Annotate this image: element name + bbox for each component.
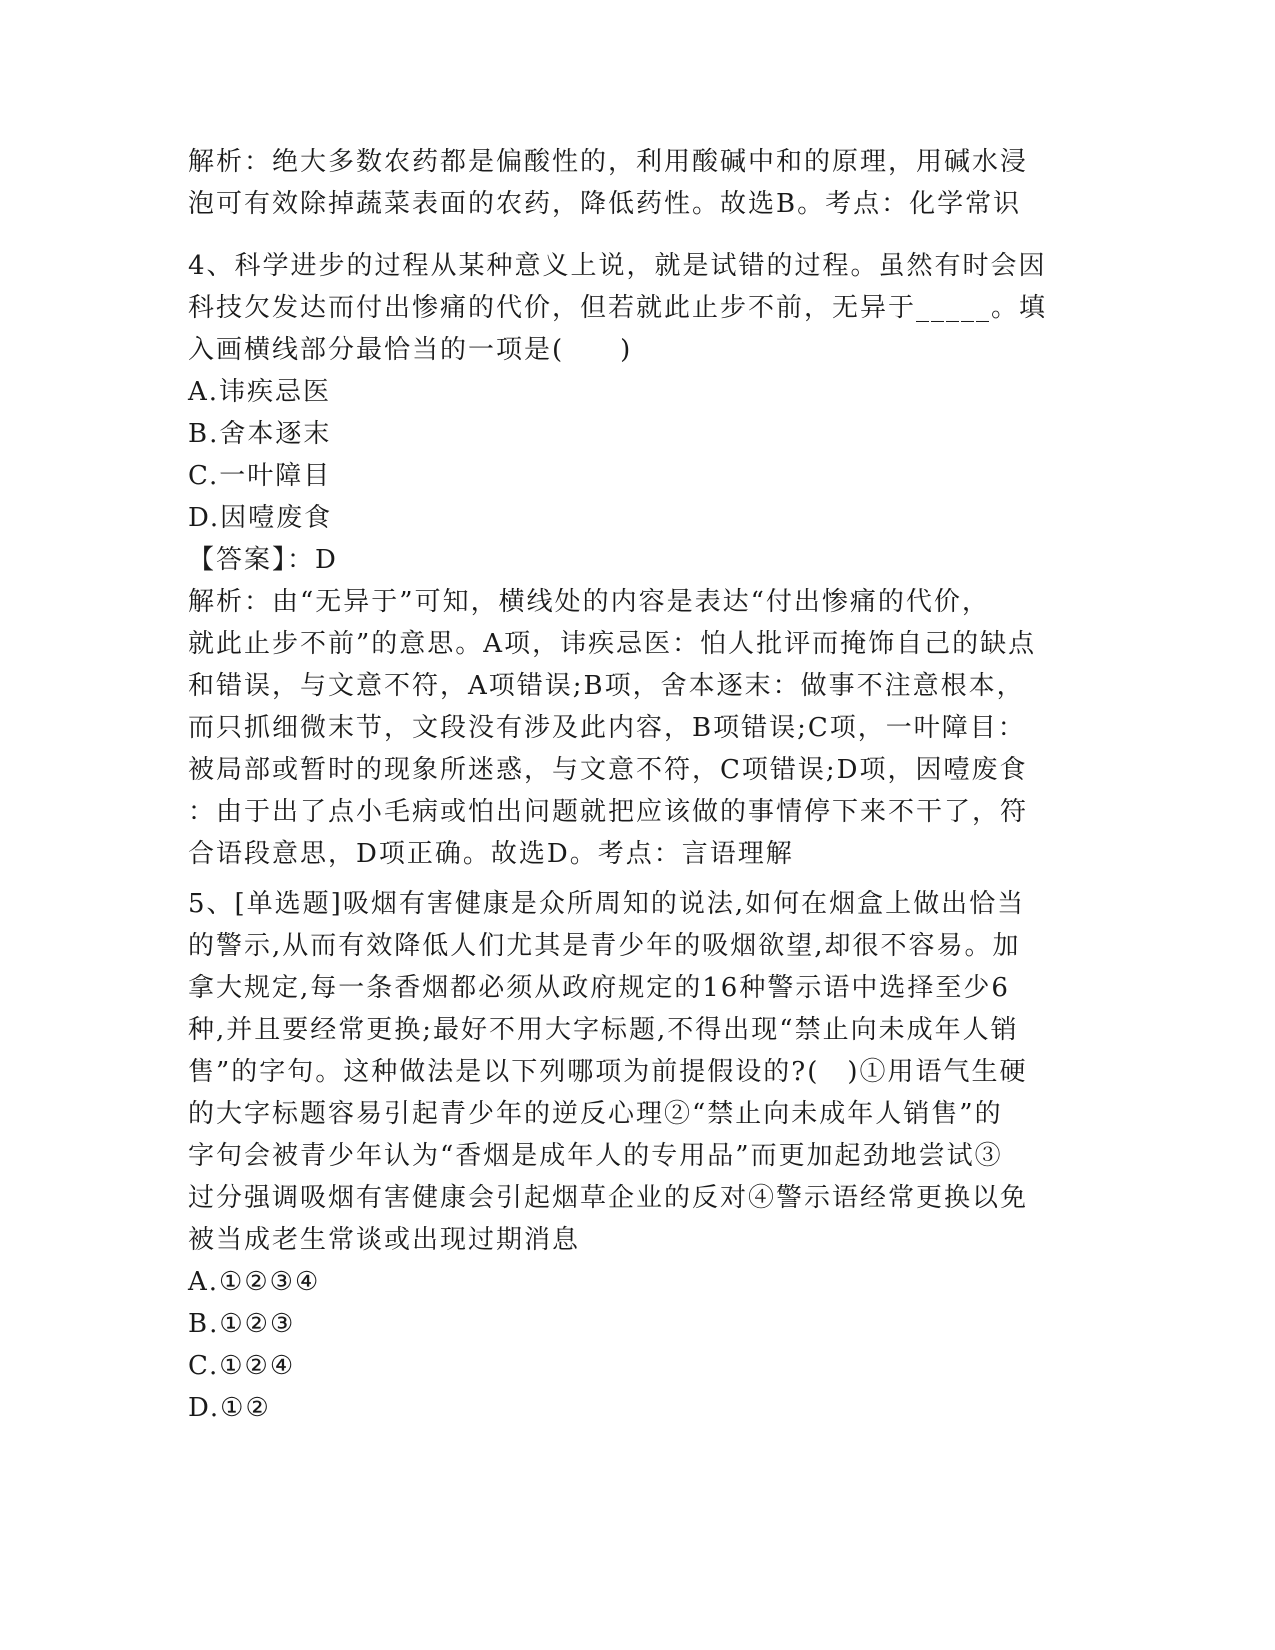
q5-stem-line: 售”的字句。这种做法是以下列哪项为前提假设的?( )①用语气生硬 bbox=[188, 1057, 1028, 1087]
q5-stem bbox=[188, 883, 1088, 1429]
q4-analysis-line: 而只抓细微末节，文段没有涉及此内容，B项错误;C项，一叶障目： bbox=[188, 713, 1026, 743]
q5-stem-line: 的警示,从而有效降低人们尤其是青少年的吸烟欲望,却很不容易。加 bbox=[188, 931, 1021, 961]
q4-analysis-line: ：由于出了点小毛病或怕出问题就把应该做的事情停下来不干了，符 bbox=[188, 797, 1029, 827]
q4-option-d: D.因噎废食 bbox=[188, 503, 333, 533]
q4-stem-line: 入画横线部分最恰当的一项是( ) bbox=[188, 335, 633, 365]
q4-option-c: C.一叶障目 bbox=[188, 461, 332, 491]
q4-option-a: A.讳疾忌医 bbox=[188, 377, 332, 407]
q4-analysis-line: 就此止步不前”的意思。A项，讳疾忌医：怕人批评而掩饰自己的缺点 bbox=[188, 629, 1037, 659]
q5-stem-line: 过分强调吸烟有害健康会引起烟草企业的反对④警示语经常更换以免 bbox=[188, 1183, 1029, 1213]
q4-analysis-line: 被局部或暂时的现象所迷惑，与文意不符，C项错误;D项，因噎废食 bbox=[188, 755, 1028, 785]
q5-stem-line: 拿大规定,每一条香烟都必须从政府规定的16种警示语中选择至少6 bbox=[188, 973, 1010, 1003]
q4-analysis-line: 合语段意思，D项正确。故选D。考点：言语理解 bbox=[188, 839, 794, 869]
q3-analysis-line: 泡可有效除掉蔬菜表面的农药，降低药性。故选B。考点：化学常识 bbox=[188, 189, 1022, 219]
q5-option-b: B.①②③ bbox=[188, 1309, 296, 1339]
q4-answer: 【答案】：D bbox=[188, 545, 338, 575]
q5-option-c: C.①②④ bbox=[188, 1351, 296, 1381]
q5-option-a: A.①②③④ bbox=[188, 1267, 321, 1297]
q4-option-b: B.舍本逐末 bbox=[188, 419, 332, 449]
q5-stem-line: 5、[单选题]吸烟有害健康是众所周知的说法,如何在烟盒上做出恰当 bbox=[188, 889, 1026, 919]
q5-option-d: D.①② bbox=[188, 1393, 271, 1423]
q4-analysis-line: 解析：由“无异于”可知，横线处的内容是表达“付出惨痛的代价， bbox=[188, 587, 990, 617]
q4-stem-line: 4、科学进步的过程从某种意义上说，就是试错的过程。虽然有时会因 bbox=[188, 251, 1047, 281]
q5-stem-line: 被当成老生常谈或出现过期消息 bbox=[188, 1225, 581, 1255]
q4-analysis-line: 和错误，与文意不符，A项错误;B项，舍本逐末：做事不注意根本， bbox=[188, 671, 1025, 701]
q5-stem-line: 的大字标题容易引起青少年的逆反心理②“禁止向未成年人销售”的 bbox=[188, 1099, 1003, 1129]
q5-stem-line: 种,并且要经常更换;最好不用大字标题,不得出现“禁止向未成年人销 bbox=[188, 1015, 1019, 1045]
q4-stem bbox=[188, 245, 1088, 875]
q5-stem-line: 字句会被青少年认为“香烟是成年人的专用品”而更加起劲地尝试③ bbox=[188, 1141, 1003, 1171]
q3-analysis-line: 解析：绝大多数农药都是偏酸性的，利用酸碱中和的原理，用碱水浸 bbox=[188, 147, 1029, 177]
q3-analysis bbox=[188, 141, 1088, 225]
q4-stem-line: 科技欠发达而付出惨痛的代价，但若就此止步不前，无异于_____。填 bbox=[188, 293, 1048, 323]
